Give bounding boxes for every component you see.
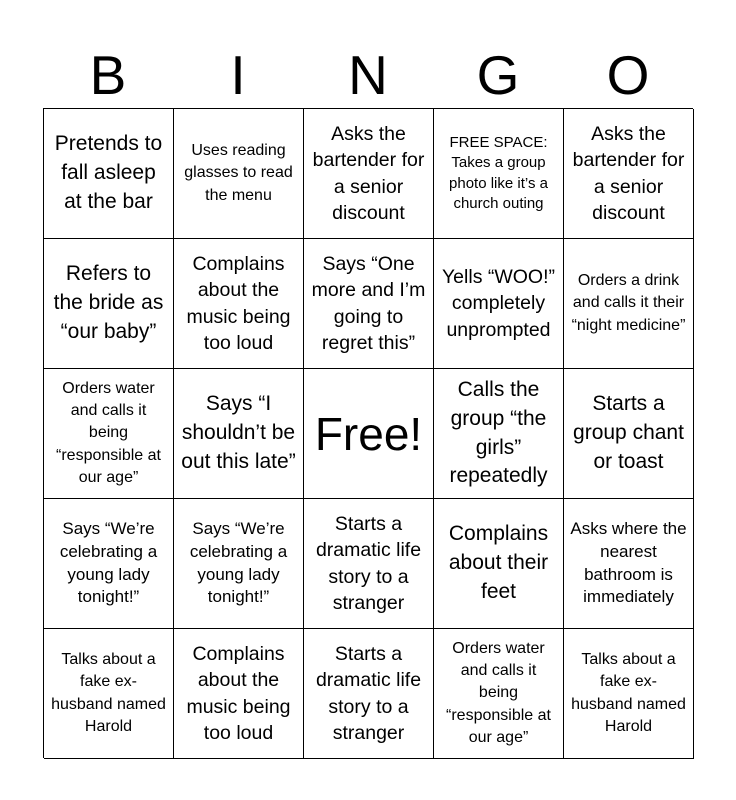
bingo-cell[interactable]: Pretends to fall asleep at the bar: [44, 109, 174, 239]
bingo-cell[interactable]: Asks the bartender for a senior discount: [564, 109, 694, 239]
bingo-cell-free[interactable]: Free!: [304, 369, 434, 499]
header-letter-o: O: [606, 44, 650, 106]
bingo-cell[interactable]: Says “I shouldn’t be out this late”: [174, 369, 304, 499]
bingo-cell[interactable]: Says “We’re celebrating a young lady tonight!”: [174, 499, 304, 629]
bingo-cell[interactable]: Says “We’re celebrating a young lady tonight!”: [44, 499, 174, 629]
bingo-cell[interactable]: Asks where the nearest bathroom is immediately: [564, 499, 694, 629]
bingo-cell[interactable]: Uses reading glasses to read the menu: [174, 109, 304, 239]
bingo-cell-free-space[interactable]: FREE SPACE: Takes a group photo like it’s a church outing: [434, 109, 564, 239]
bingo-cell[interactable]: Orders a drink and calls it their “night medicine”: [564, 239, 694, 369]
bingo-cell[interactable]: Talks about a fake ex-husband named Harold: [44, 629, 174, 759]
bingo-cell[interactable]: Asks the bartender for a senior discount: [304, 109, 434, 239]
bingo-cell[interactable]: Orders water and calls it being “responsible at our age”: [434, 629, 564, 759]
bingo-cell[interactable]: Orders water and calls it being “responsible at our age”: [44, 369, 174, 499]
bingo-cell[interactable]: Calls the group “the girls” repeatedly: [434, 369, 564, 499]
header-letter-g: G: [476, 44, 520, 106]
header-letter-n: N: [348, 44, 388, 106]
bingo-card-grid: [43, 108, 693, 758]
bingo-cell[interactable]: Complains about their feet: [434, 499, 564, 629]
bingo-cell[interactable]: Complains about the music being too loud: [174, 629, 304, 759]
bingo-cell[interactable]: Refers to the bride as “our baby”: [44, 239, 174, 369]
bingo-header: [43, 44, 693, 106]
bingo-cell[interactable]: Talks about a fake ex-husband named Harold: [564, 629, 694, 759]
bingo-cell[interactable]: Starts a dramatic life story to a stranger: [304, 499, 434, 629]
bingo-cell[interactable]: Complains about the music being too loud: [174, 239, 304, 369]
bingo-cell[interactable]: Yells “WOO!” completely unprompted: [434, 239, 564, 369]
bingo-cell[interactable]: Says “One more and I’m going to regret this”: [304, 239, 434, 369]
bingo-cell[interactable]: Starts a dramatic life story to a stranger: [304, 629, 434, 759]
header-letter-i: I: [230, 44, 246, 106]
header-letter-b: B: [89, 44, 127, 106]
bingo-cell[interactable]: Starts a group chant or toast: [564, 369, 694, 499]
